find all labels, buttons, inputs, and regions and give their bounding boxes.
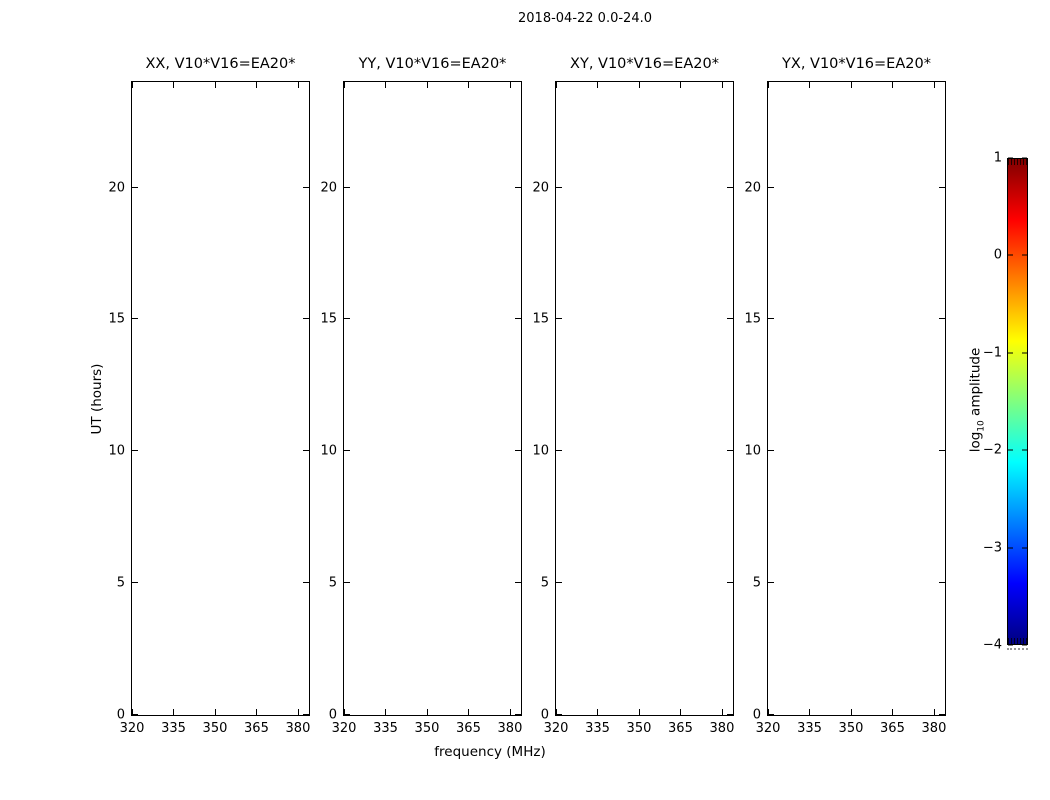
y-tick — [303, 187, 309, 188]
y-tick — [939, 582, 945, 583]
x-tick — [427, 709, 428, 715]
colorbar-tick — [1008, 645, 1013, 646]
colorbar-tick-label: −2 — [982, 442, 1002, 458]
y-tick-label: 5 — [328, 575, 337, 591]
y-tick-label: 15 — [108, 311, 125, 327]
y-tick — [768, 714, 774, 715]
y-tick-label: 20 — [320, 180, 337, 195]
colorbar-tick — [1008, 450, 1013, 451]
colorbar-tick-label: 0 — [993, 247, 1002, 263]
x-tick — [298, 82, 299, 88]
x-tick — [639, 82, 640, 88]
y-tick — [939, 714, 945, 715]
y-tick-label: 15 — [320, 311, 337, 327]
y-tick — [303, 582, 309, 583]
x-tick-label: 365 — [456, 721, 481, 736]
x-tick — [215, 709, 216, 715]
colorbar-tick — [1008, 158, 1013, 159]
y-tick — [344, 187, 350, 188]
y-tick-label: 0 — [540, 707, 549, 723]
x-tick — [510, 709, 511, 715]
colorbar-tick-label: 1 — [993, 150, 1002, 166]
x-tick-label: 365 — [244, 721, 269, 736]
y-tick-label: 20 — [744, 180, 761, 195]
subplot-yy-frame — [320, 81, 523, 736]
x-tick — [892, 82, 893, 88]
x-tick — [344, 82, 345, 88]
x-tick — [597, 82, 598, 88]
x-tick — [680, 709, 681, 715]
x-tick — [173, 709, 174, 715]
x-tick — [768, 82, 769, 88]
y-tick — [727, 450, 733, 451]
colorbar-top-hatch — [1008, 159, 1027, 165]
subplot-xx-frame — [108, 81, 311, 736]
y-tick-label: 10 — [320, 443, 337, 459]
y-tick-label: 20 — [532, 180, 549, 195]
colorbar-label-suffix: amplitude — [967, 347, 984, 421]
x-tick — [510, 82, 511, 88]
y-tick — [303, 318, 309, 319]
colorbar-gradient — [1007, 158, 1028, 645]
y-tick-label: 5 — [752, 575, 761, 591]
y-tick — [727, 318, 733, 319]
y-tick — [556, 187, 562, 188]
y-tick — [344, 714, 350, 715]
y-tick-label: 5 — [540, 575, 549, 591]
colorbar-tick — [1008, 547, 1013, 548]
x-tick — [934, 709, 935, 715]
x-tick — [722, 82, 723, 88]
colorbar-tick — [1008, 352, 1013, 353]
y-tick — [556, 714, 562, 715]
y-tick — [515, 187, 521, 188]
x-tick-label: 335 — [585, 721, 610, 736]
x-tick-label: 380 — [921, 721, 947, 736]
x-tick-label: 350 — [838, 721, 864, 736]
x-tick — [680, 82, 681, 88]
subplot-xy-frame — [532, 81, 735, 736]
colorbar-tick — [1022, 158, 1027, 159]
colorbar — [982, 150, 1028, 653]
y-tick — [344, 318, 350, 319]
y-tick-label: 20 — [108, 180, 125, 195]
x-tick — [468, 82, 469, 88]
x-tick — [132, 82, 133, 88]
x-tick — [427, 82, 428, 88]
y-tick — [344, 450, 350, 451]
y-tick — [939, 318, 945, 319]
x-tick-label: 320 — [543, 721, 569, 736]
x-tick — [468, 709, 469, 715]
y-tick-label: 0 — [328, 707, 337, 723]
x-axis-label: frequency (MHz) — [434, 744, 546, 760]
x-tick — [173, 82, 174, 88]
y-tick — [727, 714, 733, 715]
colorbar-label-prefix: log — [967, 431, 984, 453]
y-tick — [132, 450, 138, 451]
x-tick-label: 320 — [755, 721, 781, 736]
y-tick — [768, 582, 774, 583]
subplot-xx-title: XX, V10*V16=EA20* — [145, 56, 296, 72]
subplot-xy-title: XY, V10*V16=EA20* — [570, 56, 719, 72]
colorbar-tick-label: −3 — [982, 540, 1002, 556]
x-tick — [639, 709, 640, 715]
x-tick — [722, 709, 723, 715]
colorbar-tick — [1008, 255, 1013, 256]
subplot-xx — [108, 56, 311, 736]
colorbar-label-subscript: 10 — [976, 420, 987, 432]
y-tick — [132, 187, 138, 188]
y-tick — [515, 714, 521, 715]
y-tick-label: 10 — [532, 443, 549, 459]
x-tick-label: 335 — [373, 721, 398, 736]
x-tick — [256, 82, 257, 88]
y-tick — [132, 714, 138, 715]
subplot-yx — [744, 56, 947, 736]
colorbar-bottom-dots — [1007, 648, 1028, 650]
y-tick — [727, 187, 733, 188]
x-tick — [385, 709, 386, 715]
colorbar-tick — [1022, 645, 1027, 646]
y-tick — [768, 450, 774, 451]
x-tick-label: 335 — [161, 721, 186, 736]
y-tick — [132, 582, 138, 583]
colorbar-bottom-hatch — [1008, 638, 1027, 644]
x-tick-label: 320 — [119, 721, 145, 736]
x-tick-label: 350 — [202, 721, 228, 736]
x-tick — [851, 709, 852, 715]
y-tick — [515, 582, 521, 583]
x-tick-label: 335 — [797, 721, 822, 736]
colorbar-label — [968, 348, 987, 453]
y-tick — [768, 187, 774, 188]
subplot-yy — [320, 56, 523, 736]
x-tick — [556, 82, 557, 88]
y-tick — [556, 582, 562, 583]
x-tick — [298, 709, 299, 715]
y-tick-label: 15 — [532, 311, 549, 327]
colorbar-tick — [1022, 547, 1027, 548]
y-tick — [727, 582, 733, 583]
x-tick — [809, 82, 810, 88]
colorbar-tick — [1022, 450, 1027, 451]
x-tick-label: 380 — [497, 721, 523, 736]
y-axis-label: UT (hours) — [89, 363, 105, 435]
colorbar-tick-label: −1 — [982, 345, 1002, 361]
subplot-xy — [532, 56, 735, 736]
x-tick — [934, 82, 935, 88]
x-tick — [385, 82, 386, 88]
subplot-yy-title: YY, V10*V16=EA20* — [358, 56, 507, 72]
x-tick-label: 350 — [626, 721, 652, 736]
x-tick — [809, 709, 810, 715]
y-tick — [132, 318, 138, 319]
y-tick-label: 0 — [116, 707, 125, 723]
y-tick-label: 0 — [752, 707, 761, 723]
y-tick-label: 10 — [744, 443, 761, 459]
y-tick-label: 15 — [744, 311, 761, 327]
x-tick — [892, 709, 893, 715]
y-tick — [515, 450, 521, 451]
y-tick — [303, 450, 309, 451]
x-tick — [215, 82, 216, 88]
x-tick-label: 350 — [414, 721, 440, 736]
y-tick — [556, 450, 562, 451]
x-tick — [256, 709, 257, 715]
x-tick-label: 380 — [285, 721, 311, 736]
subplot-yx-frame — [744, 81, 947, 736]
y-tick — [344, 582, 350, 583]
colorbar-tick — [1022, 352, 1027, 353]
x-tick-label: 365 — [668, 721, 693, 736]
x-tick — [851, 82, 852, 88]
y-tick-label: 5 — [116, 575, 125, 591]
subplot-yx-title: YX, V10*V16=EA20* — [782, 56, 931, 72]
y-tick — [768, 318, 774, 319]
y-tick — [515, 318, 521, 319]
y-tick — [939, 450, 945, 451]
y-tick — [556, 318, 562, 319]
y-tick-label: 10 — [108, 443, 125, 459]
x-tick-label: 380 — [709, 721, 735, 736]
y-tick — [303, 714, 309, 715]
x-tick-label: 365 — [880, 721, 905, 736]
x-tick-label: 320 — [331, 721, 357, 736]
y-tick — [939, 187, 945, 188]
x-tick — [597, 709, 598, 715]
colorbar-tick — [1022, 255, 1027, 256]
figure-title: 2018-04-22 0.0-24.0 — [518, 11, 652, 26]
colorbar-tick-label: −4 — [982, 637, 1002, 653]
